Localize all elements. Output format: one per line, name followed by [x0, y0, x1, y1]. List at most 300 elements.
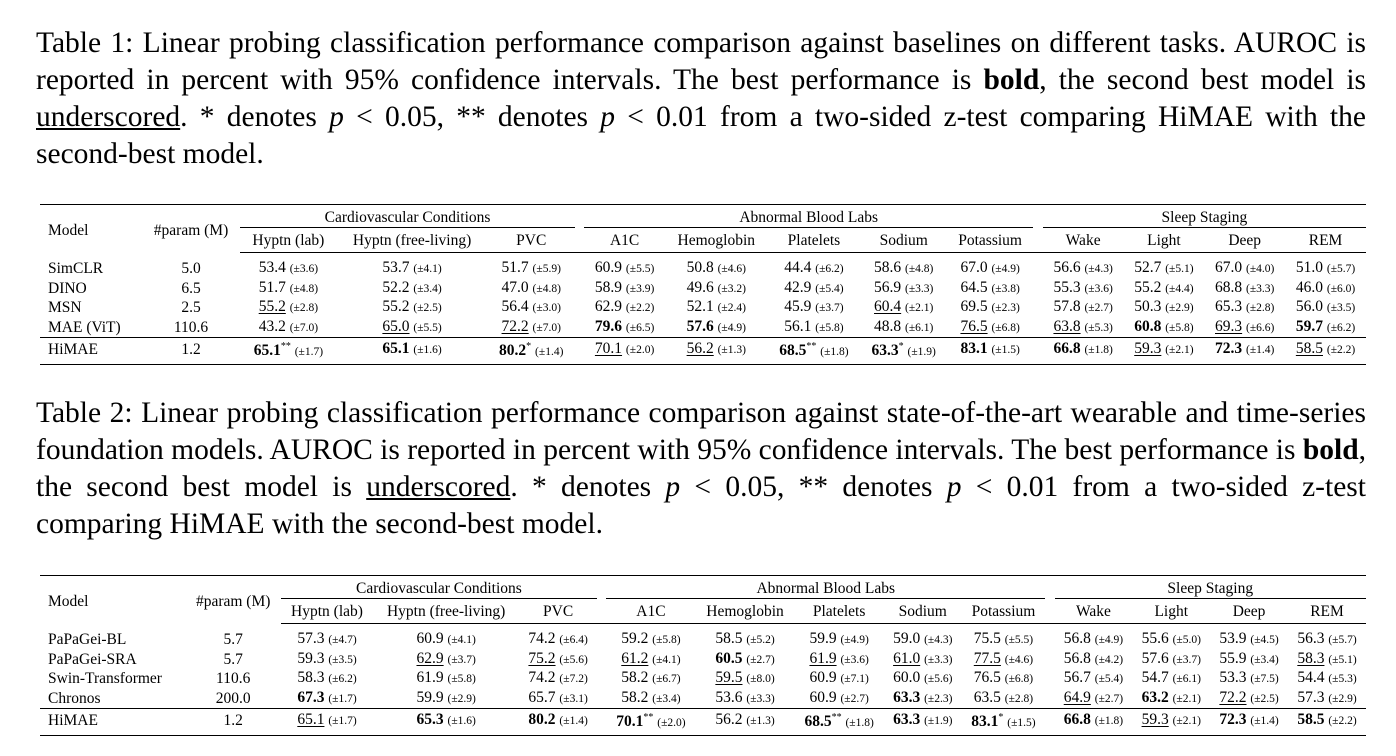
auroc-cell [962, 669, 1046, 689]
auroc-cell [606, 650, 695, 670]
auroc-cell [696, 669, 795, 689]
column-header: Potassium [962, 598, 1046, 624]
confidence-interval: (±5.3) [1328, 673, 1357, 685]
model-name-cell: HiMAE [40, 709, 186, 736]
auroc-cell [373, 709, 519, 736]
auroc-value: 61.9 [809, 649, 837, 667]
auroc-value: 74.2 [528, 630, 556, 647]
auroc-value: 74.2 [528, 669, 556, 686]
confidence-interval: (±5.3) [1084, 321, 1113, 334]
auroc-value: 64.5 [960, 278, 988, 296]
auroc-cell [768, 338, 861, 365]
model-name-cell: PaPaGei-SRA [48, 650, 137, 668]
auroc-cell [606, 709, 695, 736]
auroc-cell [373, 669, 519, 689]
column-gap [1045, 650, 1054, 670]
confidence-interval: (±1.3) [746, 715, 775, 728]
auroc-cell [1288, 689, 1366, 709]
auroc-value: 59.3 [1134, 340, 1162, 358]
auroc-value: 56.2 [686, 340, 714, 358]
auroc-cell [1204, 318, 1285, 338]
auroc-cell [1288, 669, 1366, 689]
confidence-interval: (±3.1) [559, 692, 588, 705]
column-gap [575, 279, 585, 299]
auroc-value: 66.8 [1063, 711, 1091, 729]
auroc-cell [606, 689, 695, 709]
group-header: Abnormal Blood Labs [606, 576, 1045, 599]
confidence-interval: (±2.1) [1172, 692, 1201, 705]
confidence-interval: (±4.2) [1094, 653, 1124, 666]
auroc-value: 60.9 [594, 259, 623, 276]
auroc-value: 67.3 [297, 688, 325, 706]
confidence-interval: (±8.0) [746, 673, 775, 685]
auroc-cell [1288, 650, 1366, 670]
confidence-interval: (±5.8) [652, 634, 681, 646]
auroc-value: 54.4 [1297, 669, 1325, 686]
param-cell: 5.7 [223, 650, 243, 668]
confidence-interval: (±1.6) [447, 715, 476, 728]
confidence-interval: (±1.3) [717, 344, 746, 357]
auroc-cell [281, 689, 373, 709]
column-gap [1045, 624, 1054, 650]
significance-mark: ** [643, 712, 654, 723]
auroc-value: 65.0 [382, 317, 410, 335]
auroc-cell [584, 318, 665, 338]
model-name-cell: DINO [48, 279, 87, 297]
confidence-interval: (±1.4) [1250, 715, 1279, 728]
auroc-value: 46.0 [1295, 278, 1323, 296]
auroc-cell [488, 279, 575, 299]
auroc-cell [240, 298, 336, 318]
auroc-value: 80.2 [528, 711, 556, 729]
auroc-cell [768, 253, 861, 279]
confidence-interval: (±2.2) [1328, 715, 1357, 728]
auroc-value: 65.3 [416, 711, 444, 729]
column-gap [597, 650, 606, 670]
column-gap [575, 253, 585, 279]
confidence-interval: (±2.9) [447, 692, 476, 705]
auroc-value: 55.2 [382, 298, 410, 315]
auroc-value: 58.5 [1297, 711, 1325, 729]
column-header: Sodium [860, 227, 947, 253]
table-row [40, 689, 1366, 709]
column-header: Hyptn (free-living) [336, 227, 488, 253]
auroc-value: 58.5 [1295, 340, 1323, 358]
column-header: Potassium [947, 227, 1033, 253]
auroc-value: 51.7 [258, 278, 286, 296]
confidence-interval: (±6.1) [1172, 673, 1201, 685]
auroc-value: 54.7 [1141, 669, 1169, 686]
confidence-interval: (±7.2) [559, 673, 588, 685]
auroc-value: 59.2 [621, 630, 649, 647]
column-header: PVC [519, 598, 597, 624]
auroc-value: 79.6 [594, 317, 623, 335]
confidence-interval: (±2.5) [413, 302, 442, 314]
table-row [40, 279, 1366, 299]
confidence-interval: (±4.6) [1004, 653, 1034, 666]
auroc-value: 68.5 [804, 713, 832, 731]
confidence-interval: (±3.4) [1250, 653, 1279, 666]
column-header: Hemoglobin [696, 598, 795, 624]
confidence-interval: (±3.3) [746, 692, 775, 705]
auroc-value: 63.3 [893, 711, 921, 729]
auroc-cell [1055, 669, 1133, 689]
model-header: Model [40, 205, 142, 253]
auroc-cell [860, 298, 947, 318]
confidence-interval: (±5.8) [447, 673, 476, 685]
auroc-value: 42.9 [784, 278, 812, 296]
auroc-value: 53.4 [258, 259, 286, 276]
auroc-cell [665, 318, 768, 338]
confidence-interval: (±5.1) [1165, 263, 1194, 275]
confidence-interval: (±2.5) [1250, 692, 1279, 705]
confidence-interval: (±1.4) [559, 715, 588, 728]
auroc-cell [1204, 338, 1285, 365]
auroc-cell [1210, 689, 1288, 709]
confidence-interval: (±2.1) [1172, 715, 1201, 728]
confidence-interval: (±4.1) [447, 634, 476, 646]
confidence-interval: (±2.3) [991, 302, 1020, 314]
auroc-value: 57.6 [1141, 649, 1169, 667]
confidence-interval: (±3.3) [905, 282, 934, 295]
auroc-value: 75.2 [528, 649, 556, 667]
auroc-value: 58.3 [1297, 649, 1325, 667]
confidence-interval: (±4.9) [840, 634, 869, 646]
auroc-value: 63.5 [973, 688, 1001, 706]
table-row [40, 624, 1366, 650]
auroc-value: 65.1 [253, 342, 281, 360]
auroc-value: 60.5 [715, 649, 743, 667]
confidence-interval: (±1.7) [328, 692, 357, 705]
auroc-value: 50.3 [1134, 298, 1162, 315]
confidence-interval: (±5.6) [559, 653, 588, 666]
auroc-cell [1285, 279, 1366, 299]
auroc-value: 58.9 [594, 278, 623, 296]
auroc-value: 56.8 [1063, 649, 1091, 667]
column-header: Platelets [768, 227, 861, 253]
auroc-value: 53.7 [382, 259, 410, 276]
param-cell: 2.5 [181, 299, 201, 316]
confidence-interval: (±2.0) [625, 344, 655, 357]
table-row [40, 298, 1366, 318]
auroc-cell [1288, 709, 1366, 736]
auroc-value: 60.9 [416, 630, 444, 647]
auroc-value: 66.8 [1053, 340, 1081, 358]
confidence-interval: (±1.9) [924, 715, 953, 728]
confidence-interval: (±4.9) [1094, 634, 1124, 646]
column-header: Hyptn (lab) [281, 598, 373, 624]
auroc-value: 55.6 [1141, 630, 1169, 647]
param-header: #param (M) [186, 576, 281, 624]
auroc-value: 75.5 [973, 630, 1001, 647]
column-header: Hyptn (free-living) [373, 598, 519, 624]
auroc-cell [947, 318, 1033, 338]
confidence-interval: (±5.7) [1328, 634, 1357, 646]
confidence-interval: (±3.4) [413, 282, 442, 295]
auroc-cell [281, 669, 373, 689]
auroc-value: 63.3 [893, 688, 921, 706]
table-row [40, 669, 1366, 689]
auroc-value: 62.9 [416, 649, 444, 667]
auroc-value: 53.3 [1219, 669, 1247, 686]
auroc-cell [519, 689, 597, 709]
table1-body [40, 253, 1366, 365]
confidence-interval: (±5.5) [625, 263, 655, 275]
confidence-interval: (±4.6) [717, 263, 746, 275]
confidence-interval: (±4.1) [652, 653, 681, 666]
column-gap [575, 298, 585, 318]
auroc-cell [336, 253, 488, 279]
auroc-cell [281, 709, 373, 736]
auroc-value: 76.5 [973, 669, 1001, 686]
confidence-interval: (±6.4) [559, 634, 588, 646]
auroc-cell [1204, 298, 1285, 318]
auroc-value: 58.5 [715, 630, 743, 647]
auroc-value: 69.5 [960, 298, 988, 315]
column-gap [597, 624, 606, 650]
auroc-cell [240, 318, 336, 338]
auroc-value: 76.5 [960, 317, 988, 335]
auroc-cell [606, 624, 695, 650]
auroc-value: 45.9 [784, 298, 812, 315]
auroc-value: 52.7 [1134, 259, 1162, 276]
auroc-value: 56.8 [1063, 630, 1091, 647]
significance-mark: ** [280, 341, 291, 352]
column-header: PVC [488, 227, 575, 253]
column-header: REM [1285, 227, 1366, 253]
column-header: A1C [606, 598, 695, 624]
table1 [40, 204, 1366, 365]
auroc-value: 63.3 [871, 342, 899, 360]
confidence-interval: (±5.2) [746, 634, 775, 646]
column-gap [597, 689, 606, 709]
confidence-interval: (±5.8) [815, 321, 844, 334]
confidence-interval: (±7.0) [532, 321, 561, 334]
auroc-cell [336, 318, 488, 338]
auroc-cell [584, 253, 665, 279]
confidence-interval: (±2.1) [1165, 344, 1194, 357]
auroc-value: 72.3 [1219, 711, 1247, 729]
auroc-value: 57.3 [1297, 688, 1325, 706]
auroc-value: 56.2 [715, 711, 743, 729]
auroc-value: 60.9 [809, 688, 837, 706]
column-gap [575, 338, 585, 365]
confidence-interval: (±4.1) [413, 263, 442, 275]
confidence-interval: (±7.5) [1250, 673, 1279, 685]
confidence-interval: (±1.4) [1246, 344, 1275, 357]
auroc-value: 52.2 [382, 278, 410, 296]
confidence-interval: (±2.7) [840, 692, 869, 705]
confidence-interval: (±2.8) [289, 302, 319, 314]
confidence-interval: (±1.8) [1084, 344, 1113, 357]
auroc-cell [696, 689, 795, 709]
confidence-interval: (±1.8) [845, 717, 874, 730]
auroc-value: 55.9 [1219, 649, 1247, 667]
auroc-value: 60.9 [809, 669, 837, 686]
auroc-value: 55.3 [1053, 278, 1081, 296]
confidence-interval: (±3.5) [328, 653, 357, 666]
auroc-cell [281, 650, 373, 670]
auroc-value: 69.3 [1215, 317, 1243, 335]
auroc-value: 51.0 [1295, 259, 1323, 276]
confidence-interval: (±1.7) [294, 346, 324, 359]
confidence-interval: (±1.5) [991, 344, 1020, 357]
column-header: Wake [1043, 227, 1124, 253]
auroc-cell [1055, 650, 1133, 670]
auroc-value: 59.9 [809, 630, 837, 647]
auroc-cell [1043, 318, 1124, 338]
column-header: Light [1124, 227, 1205, 253]
confidence-interval: (±5.6) [924, 673, 953, 685]
confidence-interval: (±2.7) [1084, 302, 1113, 314]
confidence-interval: (±3.9) [625, 282, 655, 295]
auroc-value: 52.1 [686, 298, 714, 315]
auroc-cell [1285, 298, 1366, 318]
confidence-interval: (±7.0) [289, 321, 319, 334]
significance-mark: * [898, 341, 904, 352]
confidence-interval: (±4.7) [328, 634, 357, 646]
confidence-interval: (±3.3) [1246, 282, 1275, 295]
table-row [40, 318, 1366, 338]
auroc-cell [884, 709, 962, 736]
table2-caption-label: Table 2: [36, 397, 133, 429]
auroc-value: 43.2 [258, 317, 286, 335]
auroc-cell [947, 338, 1033, 365]
auroc-value: 59.9 [416, 688, 444, 706]
auroc-value: 72.2 [1219, 688, 1247, 706]
auroc-value: 83.1 [971, 713, 999, 731]
auroc-cell [1124, 279, 1205, 299]
param-cell: 5.7 [223, 630, 243, 648]
auroc-cell [1132, 650, 1210, 670]
auroc-value: 59.3 [1141, 711, 1169, 729]
auroc-value: 61.9 [416, 669, 444, 686]
auroc-cell [962, 709, 1046, 736]
auroc-cell [1210, 650, 1288, 670]
confidence-interval: (±6.2) [328, 673, 357, 685]
group-header: Cardiovascular Conditions [240, 205, 574, 228]
column-header: REM [1288, 598, 1366, 624]
table-row [40, 338, 1366, 365]
confidence-interval: (±1.8) [1094, 715, 1124, 728]
model-name-cell: Swin-Transformer [48, 670, 162, 687]
auroc-cell [488, 253, 575, 279]
confidence-interval: (±3.6) [840, 653, 869, 666]
auroc-value: 61.2 [621, 649, 649, 667]
auroc-cell [240, 253, 336, 279]
confidence-interval: (±3.7) [447, 653, 476, 666]
auroc-cell [860, 338, 947, 365]
auroc-value: 49.6 [686, 278, 714, 296]
auroc-value: 70.1 [594, 340, 623, 358]
auroc-cell [1285, 338, 1366, 365]
confidence-interval: (±2.7) [1094, 692, 1124, 705]
auroc-value: 53.6 [715, 688, 743, 706]
auroc-cell [1055, 689, 1133, 709]
auroc-cell [1204, 253, 1285, 279]
auroc-value: 48.8 [874, 317, 902, 335]
auroc-cell [696, 709, 795, 736]
confidence-interval: (±2.8) [1246, 302, 1275, 314]
auroc-cell [884, 650, 962, 670]
confidence-interval: (±4.5) [1250, 634, 1279, 646]
confidence-interval: (±2.3) [924, 692, 953, 705]
auroc-cell [1132, 709, 1210, 736]
auroc-cell [962, 624, 1046, 650]
auroc-value: 63.8 [1053, 317, 1081, 335]
auroc-cell [606, 669, 695, 689]
auroc-value: 57.6 [686, 317, 714, 335]
auroc-value: 64.9 [1063, 688, 1091, 706]
auroc-cell [794, 689, 883, 709]
group-header: Cardiovascular Conditions [281, 576, 597, 599]
column-gap [1033, 253, 1043, 279]
auroc-cell [336, 279, 488, 299]
auroc-cell [768, 318, 861, 338]
auroc-cell [665, 298, 768, 318]
column-gap [1033, 298, 1043, 318]
confidence-interval: (±6.5) [625, 321, 655, 334]
table1-caption: Table 1: Linear probing classification performance comparison against baselines on different tasks. AUROC is reported in percent with 95% confidence intervals. The best performance is bold, the second best model is underscored. * denotes p < 0.05, ** denotes p < 0.01 from a two-sided z-test comparing HiMAE with the second-best model. [36, 27, 1366, 170]
confidence-interval: (±6.7) [652, 673, 681, 685]
auroc-cell [884, 689, 962, 709]
auroc-cell [947, 253, 1033, 279]
confidence-interval: (±2.2) [625, 302, 655, 314]
confidence-interval: (±6.0) [1326, 282, 1356, 295]
auroc-value: 58.3 [297, 669, 325, 686]
auroc-value: 60.8 [1134, 317, 1162, 335]
column-gap [1033, 318, 1043, 338]
auroc-value: 60.4 [874, 298, 902, 315]
table-row [40, 650, 1366, 670]
confidence-interval: (±6.8) [1004, 673, 1034, 685]
confidence-interval: (±4.9) [717, 321, 746, 334]
column-header: Light [1132, 598, 1210, 624]
auroc-value: 59.3 [297, 649, 325, 667]
auroc-cell [1285, 253, 1366, 279]
auroc-value: 62.9 [594, 298, 623, 315]
table-row [40, 709, 1366, 736]
auroc-value: 65.3 [1215, 298, 1243, 315]
auroc-cell [584, 338, 665, 365]
column-gap [1045, 689, 1054, 709]
auroc-value: 56.7 [1063, 669, 1091, 686]
auroc-cell [373, 650, 519, 670]
auroc-cell [1124, 298, 1205, 318]
auroc-value: 68.5 [779, 342, 807, 360]
confidence-interval: (±2.1) [905, 302, 934, 314]
confidence-interval: (±1.7) [328, 715, 357, 728]
auroc-cell [794, 709, 883, 736]
param-cell: 6.5 [181, 279, 201, 297]
column-gap [1045, 709, 1054, 736]
confidence-interval: (±2.4) [717, 302, 746, 314]
auroc-value: 80.2 [499, 342, 527, 360]
auroc-value: 72.2 [501, 317, 529, 335]
confidence-interval: (±1.6) [413, 344, 442, 357]
confidence-interval: (±5.5) [1004, 634, 1034, 646]
auroc-cell [1132, 669, 1210, 689]
auroc-cell [860, 253, 947, 279]
auroc-cell [1043, 279, 1124, 299]
confidence-interval: (±6.1) [905, 321, 934, 334]
auroc-cell [884, 624, 962, 650]
model-name-cell: MAE (ViT) [48, 318, 121, 336]
param-cell: 1.2 [142, 338, 241, 365]
auroc-cell [696, 624, 795, 650]
confidence-interval: (±4.4) [1165, 282, 1194, 295]
auroc-cell [1288, 624, 1366, 650]
